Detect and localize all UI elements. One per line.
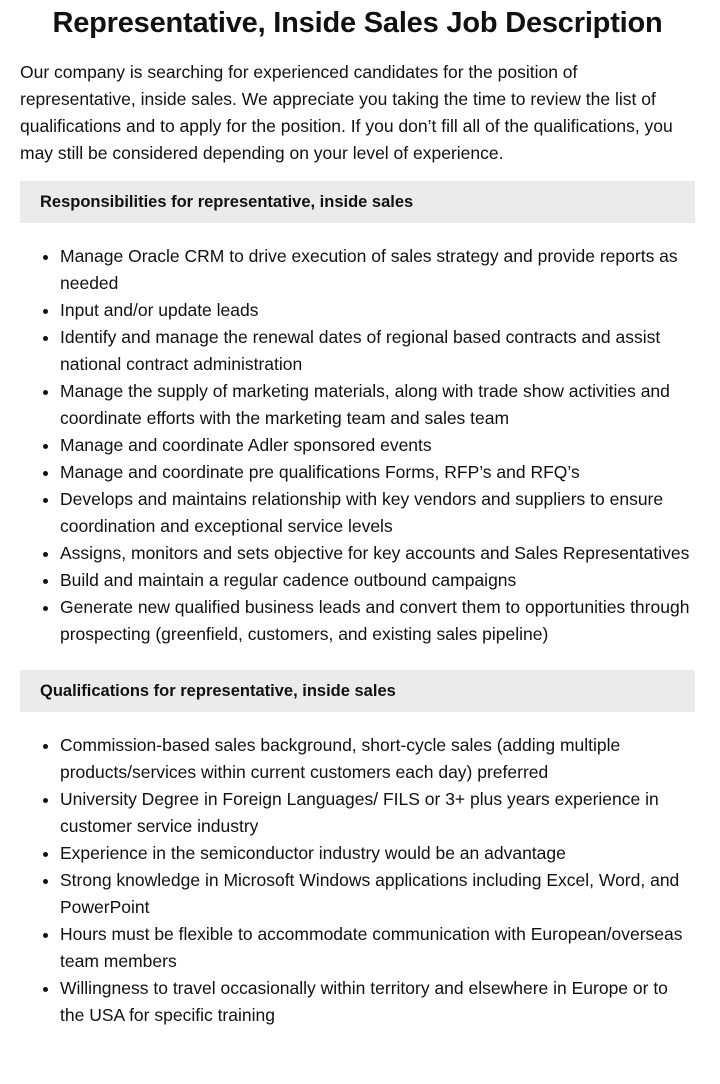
responsibilities-heading: Responsibilities for representative, inside sales [20, 181, 695, 223]
list-item: • Develops and maintains relationship with key vendors and suppliers to ensure coordination and exceptional service levels [60, 486, 695, 540]
list-item: • Strong knowledge in Microsoft Windows applications including Excel, Word, and PowerPoint [60, 867, 695, 921]
qualifications-heading: Qualifications for representative, inside sales [20, 670, 695, 712]
list-item: • Hours must be flexible to accommodate communication with European/overseas team members [60, 921, 695, 975]
list-item: • Commission-based sales background, short-cycle sales (adding multiple products/services within current customers each day) preferred [60, 732, 695, 786]
responsibilities-list [20, 243, 695, 648]
list-item: • Manage the supply of marketing materials, along with trade show activities and coordinate efforts with the marketing team and sales team [60, 378, 695, 432]
list-item: • University Degree in Foreign Languages/ FILS or 3+ plus years experience in customer service industry [60, 786, 695, 840]
list-item: • Generate new qualified business leads and convert them to opportunities through prospecting (greenfield, customers, and existing sales pipeline) [60, 594, 695, 648]
list-item: • Manage and coordinate pre qualifications Forms, RFP’s and RFQ’s [60, 459, 695, 486]
list-item: • Input and/or update leads [60, 297, 695, 324]
list-item: • Build and maintain a regular cadence outbound campaigns [60, 567, 695, 594]
qualifications-list [20, 732, 695, 1029]
list-item: • Identify and manage the renewal dates of regional based contracts and assist national contract administration [60, 324, 695, 378]
intro-paragraph: Our company is searching for experienced candidates for the position of representative, inside sales. We appreciate you taking the time to review the list of qualifications and to apply for the position. If you don’t fill all of the qualifications, you may still be considered depending on your level of experience. [20, 62, 673, 163]
list-item: • Assigns, monitors and sets objective for key accounts and Sales Representatives [60, 540, 695, 567]
page-title: Representative, Inside Sales Job Description [52, 7, 663, 39]
list-item: • Willingness to travel occasionally within territory and elsewhere in Europe or to the USA for specific training [60, 975, 695, 1029]
list-item: • Experience in the semiconductor industry would be an advantage [60, 840, 695, 867]
list-item: • Manage Oracle CRM to drive execution of sales strategy and provide reports as needed [60, 243, 695, 297]
list-item: • Manage and coordinate Adler sponsored events [60, 432, 695, 459]
